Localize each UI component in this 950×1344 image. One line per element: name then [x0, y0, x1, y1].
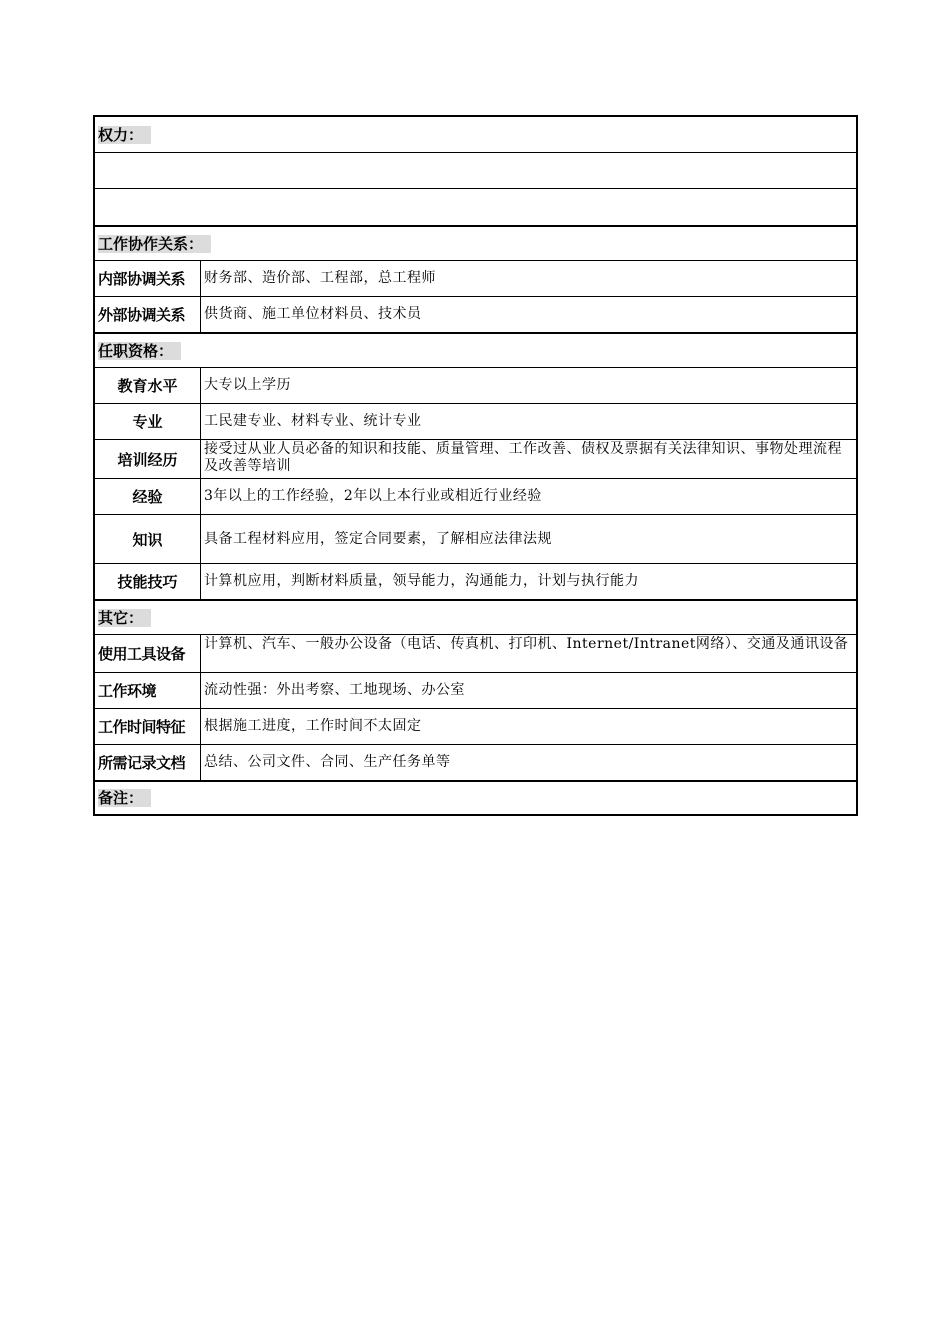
- section-title-qualification: 任职资格：: [98, 342, 181, 360]
- row-value: 大专以上学历: [204, 377, 291, 393]
- table-row: [95, 296, 856, 332]
- section-title-collaboration: 工作协作关系：: [98, 235, 211, 253]
- row-label: 内部协调关系: [95, 261, 201, 296]
- row-value: 具备工程材料应用，签定合同要素，了解相应法律法规: [204, 530, 552, 547]
- section-header-remarks: [95, 780, 856, 814]
- row-label: 培训经历: [95, 440, 201, 478]
- row-value: 计算机、汽车、一般办公设备（电话、传真机、打印机、Internet/Intranet网络）、交通及通讯设备: [204, 636, 849, 652]
- row-value: 根据施工进度，工作时间不太固定: [204, 718, 422, 734]
- row-value: 计算机应用，判断材料质量，领导能力，沟通能力，计划与执行能力: [204, 573, 639, 589]
- table-row: [95, 478, 856, 514]
- table-row: [95, 563, 856, 599]
- row-label: 知识: [95, 515, 201, 563]
- power-blank-row: [95, 188, 856, 225]
- section-header-collaboration: [95, 225, 856, 260]
- table-row: [95, 672, 856, 708]
- job-description-table: [93, 115, 858, 816]
- section-header-power: [95, 117, 856, 152]
- section-title-remarks: 备注：: [98, 789, 151, 807]
- row-label: 专业: [95, 404, 201, 439]
- row-value: 财务部、造价部、工程部，总工程师: [204, 270, 436, 286]
- row-value: 3年以上的工作经验，2年以上本行业或相近行业经验: [204, 488, 542, 504]
- row-label: 教育水平: [95, 368, 201, 403]
- table-row: [95, 634, 856, 672]
- table-row: [95, 744, 856, 780]
- section-header-other: [95, 599, 856, 634]
- row-label: 经验: [95, 479, 201, 514]
- table-row: [95, 439, 856, 478]
- row-value: 总结、公司文件、合同、生产任务单等: [204, 754, 451, 770]
- row-value: 供货商、施工单位材料员、技术员: [204, 306, 422, 322]
- table-row: [95, 260, 856, 296]
- table-row: [95, 367, 856, 403]
- row-label: 使用工具设备: [95, 635, 201, 672]
- table-row: [95, 708, 856, 744]
- row-label: 所需记录文档: [95, 745, 201, 780]
- power-blank-row: [95, 152, 856, 188]
- row-label: 工作环境: [95, 673, 201, 708]
- row-value: 接受过从业人员必备的知识和技能、质量管理、工作改善、债权及票据有关法律知识、事物处理流程及改善等培训: [204, 441, 842, 474]
- row-label: 工作时间特征: [95, 709, 201, 744]
- row-label: 外部协调关系: [95, 297, 201, 332]
- table-row: [95, 514, 856, 563]
- section-title-other: 其它：: [98, 609, 151, 627]
- row-label: 技能技巧: [95, 564, 201, 599]
- row-value: 工民建专业、材料专业、统计专业: [204, 413, 422, 429]
- section-title-power: 权力：: [98, 126, 151, 144]
- section-header-qualification: [95, 332, 856, 367]
- row-value: 流动性强：外出考察、工地现场、办公室: [204, 682, 465, 698]
- table-row: [95, 403, 856, 439]
